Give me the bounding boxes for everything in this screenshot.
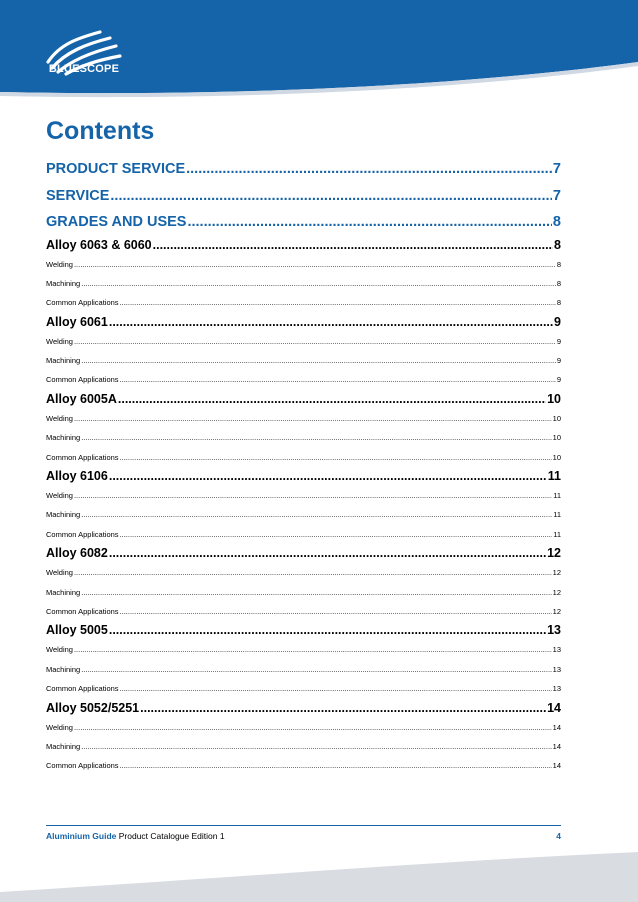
- toc-entry-label: SERVICE: [46, 187, 110, 204]
- toc-entry-label: Common Applications: [46, 529, 119, 539]
- toc-entry-page: 10: [547, 391, 561, 406]
- toc-dot-leader: [120, 602, 552, 621]
- toc-dot-leader: [81, 583, 551, 602]
- toc-entry-label: Common Applications: [46, 375, 119, 385]
- toc-dot-leader: [118, 390, 546, 409]
- toc-entry-page: 9: [556, 356, 561, 366]
- toc-entry-page: 8: [556, 259, 561, 269]
- toc-entry[interactable]: [46, 390, 561, 409]
- toc-entry[interactable]: [46, 756, 561, 775]
- toc-entry[interactable]: [46, 699, 561, 718]
- toc-entry[interactable]: [46, 718, 561, 737]
- footer-page-number: 4: [556, 831, 561, 841]
- toc-entry-page: 11: [553, 529, 561, 539]
- toc-entry-page: 12: [547, 546, 561, 561]
- toc-dot-leader: [120, 370, 556, 389]
- toc-dot-leader: [186, 156, 552, 183]
- toc-entry[interactable]: [46, 737, 561, 756]
- toc-entry-page: 8: [556, 278, 561, 288]
- toc-entry-page: 7: [552, 187, 561, 204]
- toc-entry[interactable]: [46, 351, 561, 370]
- toc-entry-page: 13: [547, 623, 561, 638]
- toc-entry-page: 13: [552, 684, 561, 694]
- toc-entry-label: Alloy 6082: [46, 546, 108, 561]
- toc-entry-label: Common Applications: [46, 298, 119, 308]
- toc-entry-page: 14: [552, 741, 561, 751]
- toc-entry[interactable]: [46, 467, 561, 486]
- footer-divider: [46, 825, 561, 826]
- toc-entry[interactable]: [46, 313, 561, 332]
- page-title: Contents: [46, 117, 155, 145]
- toc-entry-label: Machining: [46, 356, 81, 366]
- toc-dot-leader: [109, 313, 553, 332]
- toc-entry-page: 13: [552, 664, 561, 674]
- toc-entry-page: 14: [547, 700, 561, 715]
- toc-entry[interactable]: [46, 563, 561, 582]
- toc-entry-label: Alloy 5005: [46, 623, 108, 638]
- toc-entry-label: Welding: [46, 645, 73, 655]
- toc-entry-label: Machining: [46, 510, 81, 520]
- toc-entry[interactable]: [46, 525, 561, 544]
- toc-entry-label: Welding: [46, 491, 73, 501]
- toc-entry-page: 13: [552, 645, 561, 655]
- toc-dot-leader: [120, 293, 556, 312]
- toc-entry[interactable]: [46, 332, 561, 351]
- toc-entry[interactable]: [46, 544, 561, 563]
- toc-dot-leader: [109, 621, 546, 640]
- toc-entry[interactable]: [46, 236, 561, 255]
- toc-entry-label: Machining: [46, 664, 81, 674]
- toc-dot-leader: [74, 718, 552, 737]
- toc-entry-page: 12: [552, 568, 561, 578]
- toc-entry[interactable]: [46, 583, 561, 602]
- toc-entry-page: 14: [552, 722, 561, 732]
- toc-entry-label: Welding: [46, 336, 73, 346]
- toc-entry-label: Common Applications: [46, 684, 119, 694]
- toc-entry-page: 8: [556, 298, 561, 308]
- bottom-swoosh: [0, 852, 638, 902]
- toc-entry-label: Common Applications: [46, 761, 119, 771]
- toc-entry-label: Alloy 6106: [46, 469, 108, 484]
- toc-entry-label: Machining: [46, 741, 81, 751]
- toc-entry[interactable]: [46, 505, 561, 524]
- toc-entry-label: PRODUCT SERVICE: [46, 161, 186, 177]
- footer-title: [46, 831, 225, 841]
- toc-entry-page: 11: [547, 469, 561, 484]
- toc-entry-label: Welding: [46, 568, 73, 578]
- toc-entry-label: Alloy 6005A: [46, 391, 117, 406]
- toc-dot-leader: [81, 660, 551, 679]
- toc-dot-leader: [74, 640, 552, 659]
- page-footer: [46, 831, 561, 841]
- toc-entry[interactable]: [46, 428, 561, 447]
- toc-entry[interactable]: [46, 602, 561, 621]
- toc-dot-leader: [81, 737, 551, 756]
- toc-entry[interactable]: [46, 621, 561, 640]
- toc-entry[interactable]: [46, 255, 561, 274]
- toc-dot-leader: [120, 756, 552, 775]
- toc-entry-page: 8: [554, 237, 561, 252]
- toc-dot-leader: [74, 563, 552, 582]
- toc-entry-page: 11: [553, 510, 561, 520]
- toc-entry-label: Machining: [46, 433, 81, 443]
- toc-entry-page: 10: [552, 413, 561, 423]
- toc-entry-label: Alloy 6063 & 6060: [46, 237, 152, 252]
- toc-dot-leader: [74, 409, 552, 428]
- toc-dot-leader: [120, 525, 553, 544]
- toc-entry[interactable]: [46, 448, 561, 467]
- toc-dot-leader: [109, 544, 546, 563]
- toc-dot-leader: [120, 679, 552, 698]
- toc-entry-label: Alloy 6061: [46, 314, 108, 329]
- toc-dot-leader: [110, 183, 552, 210]
- toc-dot-leader: [81, 505, 552, 524]
- toc-entry[interactable]: [46, 209, 561, 236]
- toc-entry-label: Welding: [46, 413, 73, 423]
- toc-entry-label: Welding: [46, 722, 73, 732]
- table-of-contents: [46, 156, 561, 776]
- toc-entry[interactable]: [46, 156, 561, 183]
- toc-dot-leader: [109, 467, 547, 486]
- toc-dot-leader: [120, 448, 552, 467]
- toc-entry[interactable]: [46, 660, 561, 679]
- footer-subtitle: Product Catalogue Edition 1: [116, 831, 225, 841]
- toc-entry-page: 11: [553, 491, 561, 501]
- toc-entry[interactable]: [46, 274, 561, 293]
- toc-entry-label: Machining: [46, 278, 81, 288]
- toc-dot-leader: [81, 428, 551, 447]
- toc-entry-page: 14: [552, 761, 561, 771]
- toc-entry-label: GRADES AND USES: [46, 214, 187, 230]
- toc-dot-leader: [74, 332, 556, 351]
- toc-dot-leader: [140, 699, 546, 718]
- toc-entry[interactable]: [46, 293, 561, 312]
- toc-entry-label: Common Applications: [46, 606, 119, 616]
- toc-entry-label: Alloy 5052/5251: [46, 700, 140, 715]
- toc-entry[interactable]: [46, 640, 561, 659]
- toc-entry[interactable]: [46, 679, 561, 698]
- toc-entry-page: 7: [552, 161, 561, 177]
- toc-dot-leader: [74, 486, 552, 505]
- footer-brand: Aluminium Guide: [46, 831, 117, 841]
- toc-entry[interactable]: [46, 409, 561, 428]
- toc-dot-leader: [81, 274, 556, 293]
- toc-entry-page: 10: [552, 433, 561, 443]
- toc-entry-page: 9: [556, 375, 561, 385]
- logo-wordmark: BLUESCOPE: [48, 63, 120, 75]
- toc-entry[interactable]: [46, 486, 561, 505]
- toc-entry-page: 12: [552, 587, 561, 597]
- toc-entry[interactable]: [46, 183, 561, 210]
- toc-dot-leader: [74, 255, 556, 274]
- toc-entry-label: Machining: [46, 587, 81, 597]
- toc-entry-label: Welding: [46, 259, 73, 269]
- toc-entry[interactable]: [46, 370, 561, 389]
- toc-entry-page: 10: [552, 452, 561, 462]
- toc-entry-page: 9: [556, 336, 561, 346]
- toc-dot-leader: [187, 209, 551, 236]
- toc-entry-label: Common Applications: [46, 452, 119, 462]
- toc-entry-page: 9: [554, 314, 561, 329]
- toc-entry-page: 12: [552, 606, 561, 616]
- toc-dot-leader: [153, 236, 553, 255]
- toc-dot-leader: [81, 351, 556, 370]
- toc-entry-page: 8: [552, 214, 561, 230]
